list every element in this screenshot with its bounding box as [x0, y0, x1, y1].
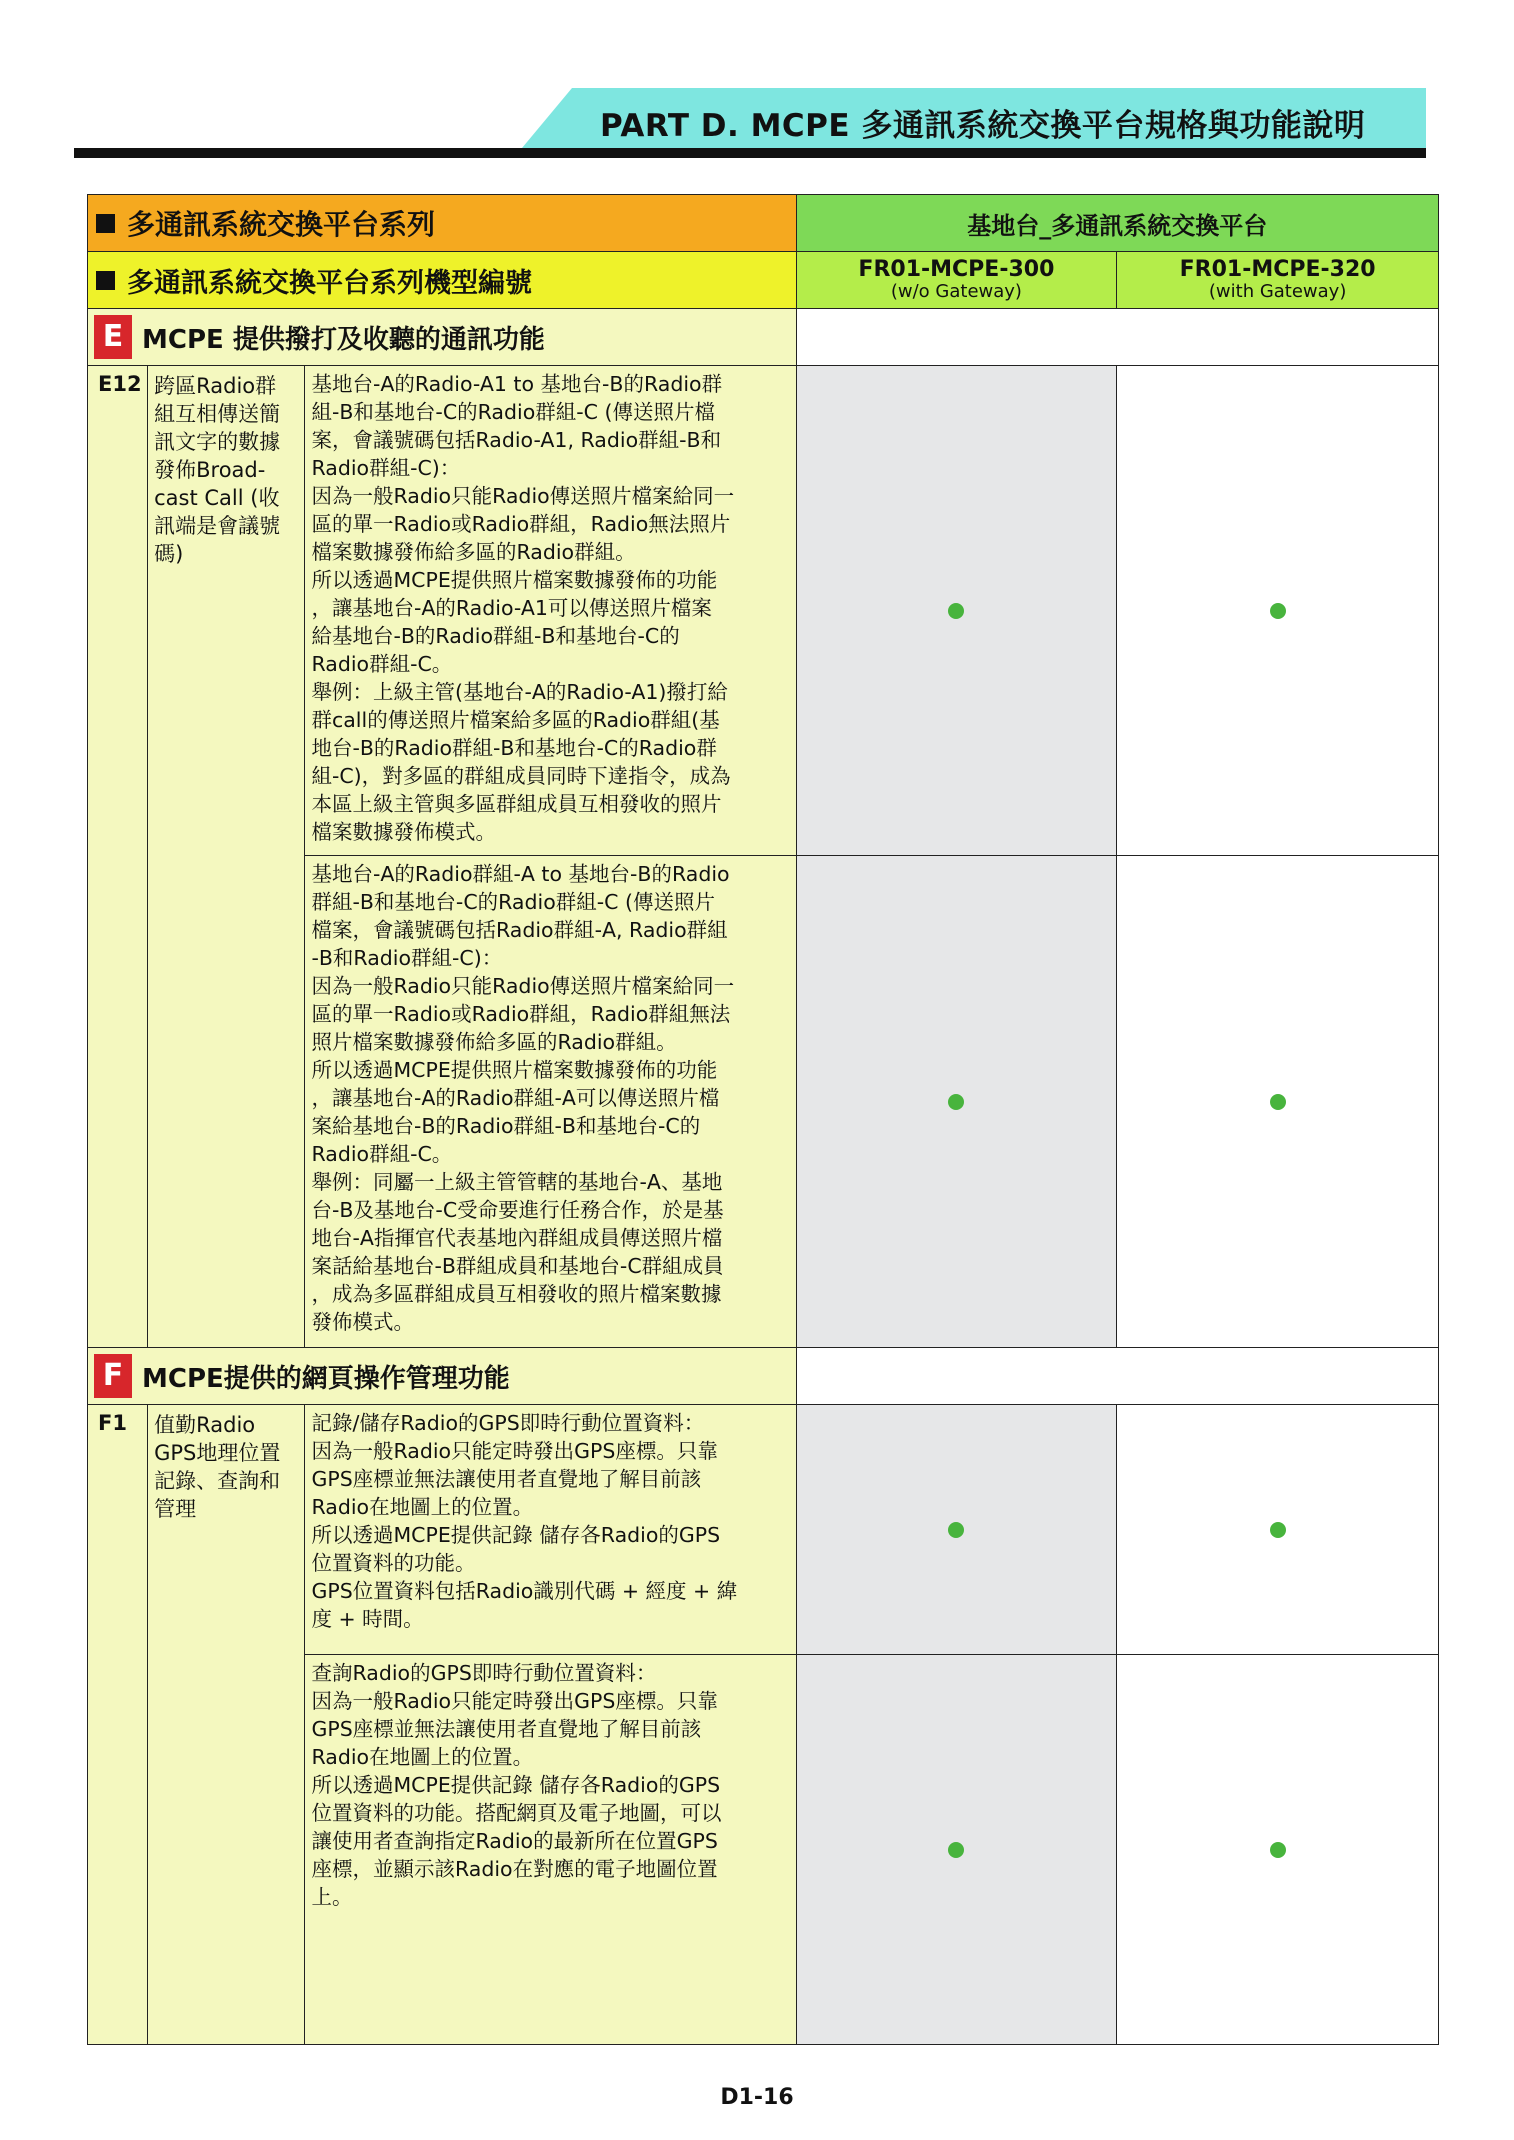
- model-row-label: 多通訊系統交換平台系列機型編號: [127, 267, 532, 299]
- model-name: FR01-MCPE-320: [1179, 257, 1376, 282]
- supported-dot-icon: [1270, 603, 1286, 619]
- model-name: FR01-MCPE-300: [858, 257, 1055, 282]
- model-2-support-cell: [1117, 1405, 1439, 1655]
- model-1-support-cell: [796, 1405, 1117, 1655]
- model-1-support-cell: [796, 856, 1117, 1348]
- supported-dot-icon: [1270, 1094, 1286, 1110]
- feature-description: 基地台-A的Radio-A1 to 基地台-B的Radio群 組-B和基地台-C的Radio群組-C (傳送照片檔 案，會議號碼包括Radio-A1, Radio群組-B和 Radio群組-C)： 因為一般Radio只能Radio傳送照片檔案給同一 區的單一Radio或Radio群組，Radio無法照片 檔案數據發佈給多區的Radio群組。 所以透過MCPE提供照片檔案數據發佈的功能 ，讓基地台-A的Radio-A1可以傳送照片檔案 給基地台-B的Radio群組-B和基地台-C的 Radio群組-C。 舉例：上級主管(基地台-A的Radio-A1)撥打給 群call的傳送照片檔案給多區的Radio群組(基 地台-B的Radio群組-B和基地台-C的Radio群 組-C)，對多區的群組成員同時下達指令，成為 本區上級主管與多區群組成員互相發收的照片 檔案數據發佈模式。: [305, 366, 796, 856]
- series-header-cell: [88, 195, 797, 252]
- model-1-support-cell: [796, 366, 1117, 856]
- model-2-support-cell: [1117, 1655, 1439, 2045]
- page-number: D1-16: [720, 2085, 794, 2110]
- model-row-label-cell: [88, 252, 797, 309]
- section-badge: E: [94, 315, 132, 359]
- supported-dot-icon: [1270, 1522, 1286, 1538]
- feature-description: 基地台-A的Radio群組-A to 基地台-B的Radio 群組-B和基地台-C的Radio群組-C (傳送照片 檔案，會議號碼包括Radio群組-A, Radio群組 -B和Radio群組-C)： 因為一般Radio只能Radio傳送照片檔案給同一 區的單一Radio或Radio群組，Radio群組無法 照片檔案數據發佈給多區的Radio群組。 所以透過MCPE提供照片檔案數據發佈的功能 ，讓基地台-A的Radio群組-A可以傳送照片檔 案給基地台-B的Radio群組-B和基地台-C的 Radio群組-C。 舉例：同屬一上級主管管轄的基地台-A、基地 台-B及基地台-C受命要進行任務合作，於是基 地台-A指揮官代表基地內群組成員傳送照片檔 案話給基地台-B群組成員和基地台-C群組成員 ，成為多區群組成員互相發收的照片檔案數據 發佈模式。: [305, 856, 796, 1348]
- supported-dot-icon: [1270, 1842, 1286, 1858]
- spec-table: [87, 194, 1439, 2045]
- table-row: [88, 366, 1439, 856]
- model-1-support-cell: [796, 1655, 1117, 2045]
- section-blank-cell: [796, 1348, 1438, 1405]
- section-header-cell: [88, 1348, 797, 1405]
- section-blank-cell: [796, 309, 1438, 366]
- section-header-cell: [88, 309, 797, 366]
- model-2-support-cell: [1117, 366, 1439, 856]
- page-title: PART D. MCPE 多通訊系統交換平台規格與功能說明: [600, 108, 1366, 144]
- section-header-row: [88, 309, 1439, 366]
- model-cell-2: [1117, 252, 1439, 309]
- table-row: [88, 1405, 1439, 1655]
- section-header-row: [88, 1348, 1439, 1405]
- feature-description: 查詢Radio的GPS即時行動位置資料： 因為一般Radio只能定時發出GPS座標。只靠 GPS座標並無法讓使用者直覺地了解目前該 Radio在地圖上的位置。 所以透過MCPE提供記錄 儲存各Radio的GPS 位置資料的功能。搭配網頁及電子地圖，可以 讓使用者查詢指定Radio的最新所在位置GPS 座標，並顯示該Radio在對應的電子地圖位置 上。: [305, 1655, 796, 2045]
- section-badge: F: [94, 1354, 132, 1398]
- feature-code: E12: [88, 366, 148, 1348]
- feature-description: 記錄/儲存Radio的GPS即時行動位置資料： 因為一般Radio只能定時發出GPS座標。只靠 GPS座標並無法讓使用者直覺地了解目前該 Radio在地圖上的位置。 所以透過MCPE提供記錄 儲存各Radio的GPS 位置資料的功能。 GPS位置資料包括Radio識別代碼 + 經度 + 緯 度 + 時間。: [305, 1405, 796, 1655]
- feature-code: F1: [88, 1405, 148, 2045]
- model-header-row: [88, 252, 1439, 309]
- model-sub: (w/o Gateway): [890, 281, 1022, 302]
- square-bullet-icon: [96, 271, 115, 290]
- square-bullet-icon: [96, 214, 115, 233]
- section-title: MCPE提供的網頁操作管理功能: [142, 1363, 510, 1394]
- section-title: MCPE 提供撥打及收聽的通訊功能: [142, 324, 545, 355]
- model-cell-1: [796, 252, 1117, 309]
- product-header-cell: 基地台_多通訊系統交換平台: [796, 195, 1438, 252]
- series-label: 多通訊系統交換平台系列: [127, 208, 436, 241]
- supported-dot-icon: [948, 1522, 964, 1538]
- feature-name: 跨區Radio群 組互相傳送簡 訊文字的數據 發佈Broad- cast Call (收 訊端是會議號 碼): [148, 366, 305, 1348]
- supported-dot-icon: [948, 1094, 964, 1110]
- feature-name: 值勤Radio GPS地理位置 記錄、查詢和 管理: [148, 1405, 305, 2045]
- header-rule: [74, 148, 1426, 158]
- supported-dot-icon: [948, 603, 964, 619]
- series-header-row: [88, 195, 1439, 252]
- supported-dot-icon: [948, 1842, 964, 1858]
- model-2-support-cell: [1117, 856, 1439, 1348]
- model-sub: (with Gateway): [1208, 281, 1347, 302]
